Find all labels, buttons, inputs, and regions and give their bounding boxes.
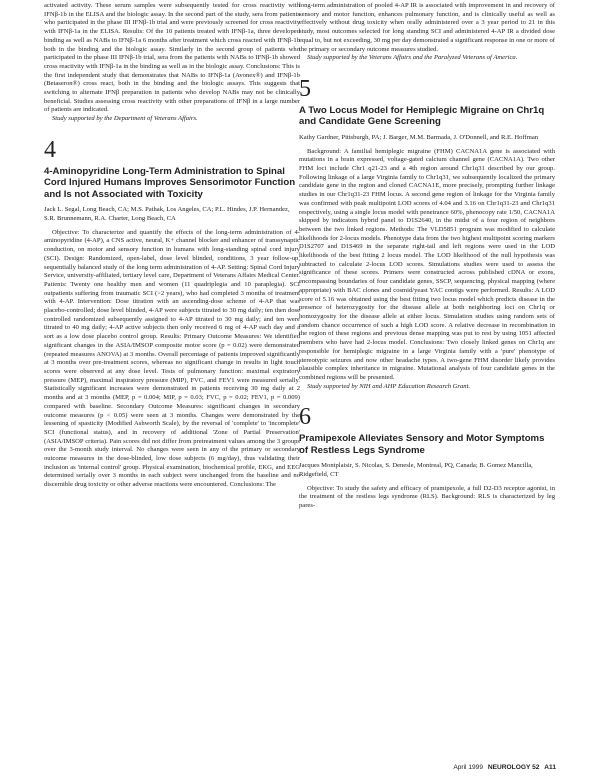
abstract4-continuation: long-term administration of pooled 4-AP IR is associated with improvement in and recovery of sensory and motor function, enhances pulmonary function, and is clinically useful as well as effectively without drug toxicity when orally administered over a 3 year period to 21 in this study, most outcomes selected for long standing SCI and administered 4-AP IR a divided dose equal to, but not exceeding, 30 mg per day demonstrated a significant response in one or more of the primary or secondary outcome measures studied. bbox=[299, 2, 555, 53]
abstract4-body: Objective: To characterize and quantify the effects of the long-term administration of 4-aminopyridine (4-AP), a CNS active, neural, K+ channel blocker and enhancer of transsynaptic conduction, on motor and sensory function in humans with long-standing spinal cord injury (SCI). Design: Randomized, open-label, dose level blinded, conditions, 3 year follow-up, sequentially balanced study of the long term administration of 4-AP. Setting: Spinal Cord Injury Service, university-affiliated, tertiary level care, Department of Veterans Affairs Medical Center. Patients: Twenty one healthy men and women (11 quadriplegia and 10 paraplegia). SCI outpatients suffering from traumatic SCI (>2 years), who had completed 3 months of treatment with 4-AP. Intervention: Dose titration with an ascending-dose scheme of 4-AP that was placebo-controlled; dose level blinded, 4-AP were subjects titrated to 30 mg daily; ten then dose controlled randomized subsequently assigned to 4-AP titrated to 30 mg daily; and ten were titrated to 40 mg daily; 4-AP active subjects then only received 6 mg of 4-AP each day and a sort as a low dose placebo control group. Results: Primary Outcome Measures: We identified significant changes in the ASIA/IMSOP composite motor score (p = 0.02) were demonstrated (repeated measures ANOVA) at 3 months. Overall percentage of patients improved significantly at 3 months over pre-treatment scores, whereas no significant change in results in light touch scores were observed at any dose level. Tests of pulmonary function: maximal expiratory pressure (MEP), maximal inspiratory pressure (MIP), FVC, and FEV1 were measured serially. Statistically significant increases were demonstrated in patients receiving 30 mg daily at 2 months and at 3 months (MEP, p = 0.004; MIP, p = 0.03; FVC, p = 0.02; FEV1, p = 0.009) compared with baseline. Secondary Outcome Measures: significant changes in secondary outcome measures (p < 0.05) were seen at 3 months. Changes were demonstrated by the lessening of spasticity (Modified Ashworth Scale), by the reversal of 'complete' to 'incomplete' SCI (functional status), and in recovery of additional 'Zone of Partial Preservation' (ASIA/IMSOP criteria). Pain scores did not differ from pretreatment values among the 3 groups over the 3-month study interval. No changes were seen in any of the primary or secondary outcome measures in the dose-blinded, low dose subjects (6 mg/day), thus validating their inclusion as 'internal control' group. Physical examination, biochemical profile, EKG, and EEG determined serially over 3 months in each subject were unchanged from the baseline and no discernible drug toxicity or other adverse reactions were encountered. Conclusions: The bbox=[44, 228, 300, 489]
abstract4-support: Study supported by the Veterans Affairs and the Paralyzed Veterans of America. bbox=[307, 54, 518, 62]
footer-date: April 1999 bbox=[453, 764, 484, 771]
abstract6-authors: Jacques Montplaisir, S. Nicolas, S. Denesle, Montreal, PQ, Canada; B. Gomez Mancilla, Ridgefield, CT bbox=[299, 462, 533, 479]
abstract3-support: Study supported by the Department of Veterans Affairs. bbox=[52, 115, 198, 123]
abstract5-body: Background: A familial hemiplegic migraine (FHM) CACNA1A gene is associated with mutations in a brain expressed, voltage-gated calcium channel gene (CACNA1A). Two other FHM loci include Chr1 q21-23 and a 4th region around Chr1q31 described by our group. Following linkage of a large Virginia family to Chr1q31, we subsequently localized the primary candidate gene in the region and cloned CACNA1E, more precisely, prompting further linkage studies in our Chr1q31-23 FHM locus. A second gene region of linkage for the Virginia family was confirmed with peak multipoint LOD scores of 4.04 and 3.16 on Chr1q31-23 and Chr1q31 respectively, using a single locus model with penetrance 60%, phenocopy rate 1/50, CACNA1A skipped by indicators hybrid panel to D1S2640, in the midst of a four region of neighbors between the two linked regions. Methods: The VLD5851 program was modified to calculate likelihoods for 2-locus models. Phenotype data from the two highest multipoint scoring markers D1S2707 and D1S469 in the separate right-tail and left regions were used in the LOD likelihoods of the best fitting 2 locus model. The LOD likelihood of the null hypothesis was subtracted to calculate 2-locus LOD scores. Simulations studies were used to assess the significance of these scores. Primers were constructed across published cDNA or exons, encompassing boundaries of four candidate genes, SSCP, sequencing, physical mapping (where appropriate) with BAC clones and cosmid/yeast YAC contigs were performed. Results: A LOD score of 5.16 was obtained using the best fitting two locus model which predicts disease in the presence of heterozygosity for the disease allele at both neighboring loci on Chr1q or homozygosity for the disease allele at either locus. Simulation studies using random sets of random chance occurrence of such a high LOD score. A relative decrease in recombination in the region of these regions and previous dense mapping was put to rest by using 1051 affected members who have had 2-locus model. Conclusions: Two closely linked genes on Chr1q are responsible for hemiplegic migraine in a large Virginia family with a 'pure' phenotype of stereotypic seizures and now other headache types. A two-gene FHM disorder likely provides plausible complex inheritance in migraine. Mutational analysis of four candidate genes in the combined regions will be presented. bbox=[299, 147, 555, 381]
footer-page-number: A11 bbox=[544, 764, 556, 771]
abstract6-body: Objective: To study the safety and efficacy of pramipexole, a full D2-D3 receptor agonist, in the treatment of the restless legs syndrome (RLS). Background: RLS is characterized by leg pares- bbox=[299, 484, 555, 510]
abstract4-number: 4 bbox=[44, 136, 56, 163]
abstract6-title: Pramipexole Alleviates Sensory and Motor Symptoms of Restless Legs Syndrome bbox=[299, 433, 545, 456]
footer-journal: NEUROLOGY 52 bbox=[487, 764, 540, 771]
abstract5-support: Study supported by NIH and AHP Education Research Grant. bbox=[307, 382, 471, 390]
abstract4-authors: Jack L. Segal, Long Beach, CA; M.S. Pathak, Los Angeles, CA; P.L. Hindes, J.P. Hernandez, S.R. Brunnemann, R.A. Charter, Long Beach, CA bbox=[44, 206, 290, 223]
abstract5-number: 5 bbox=[299, 75, 311, 102]
abstract5-title: A Two Locus Model for Hemiplegic Migraine on Chr1q and Candidate Gene Screening bbox=[299, 104, 545, 128]
abstract5-authors: Kathy Gardner, Pittsburgh, PA; J. Barger, M.M. Barmada, J. O'Donnell, and R.E. Hoffman bbox=[299, 133, 539, 141]
left-column bbox=[44, 2, 300, 490]
page-footer bbox=[450, 764, 556, 771]
abstract4-title: 4-Aminopyridine Long-Term Administration to Spinal Cord Injured Humans Improves Sensorimotor Function and Is not Associated with Toxicity bbox=[44, 165, 296, 200]
abstract3-continuation: activated activity. These serum samples were subsequently tested for cross reactivity with IFNβ-1b in the ELISA and the biologic assay. In the second part of the study, sera from patients who participated in the phase III IFNβ-1b trial and were previously screened for cross reactivity with IFNβ-1a in the ELISA. Results: Of the 10 patients treated with IFNβ-1a, three developed binding as well as NABs to IFNβ-1a 6 months after treatment which cross reacted with IFNβ-1b both in the binding and the biologic assay. Similarly in the second group of patients who participated in the phase III IFNβ-1b trial, sera from the patients with NABs to IFNβ-1b showed cross reactivity with IFNβ-1a in the binding as well as in the biologic assay. Conclusions: This is the first independent study that demonstrates that NABs to IFNβ-1a (Avonex®) and IFNβ-1b (Betaseron®) cross react, both in the binding and the biologic assays. This suggests that switching to alternate IFNβ preparation in patients who develop NABs may not be clinically beneficial. Studies assessing cross reactivity with other preparations of IFNβ in a large number of patients are indicated. bbox=[44, 2, 300, 114]
abstract6-number: 6 bbox=[299, 404, 311, 431]
right-column bbox=[299, 2, 555, 511]
